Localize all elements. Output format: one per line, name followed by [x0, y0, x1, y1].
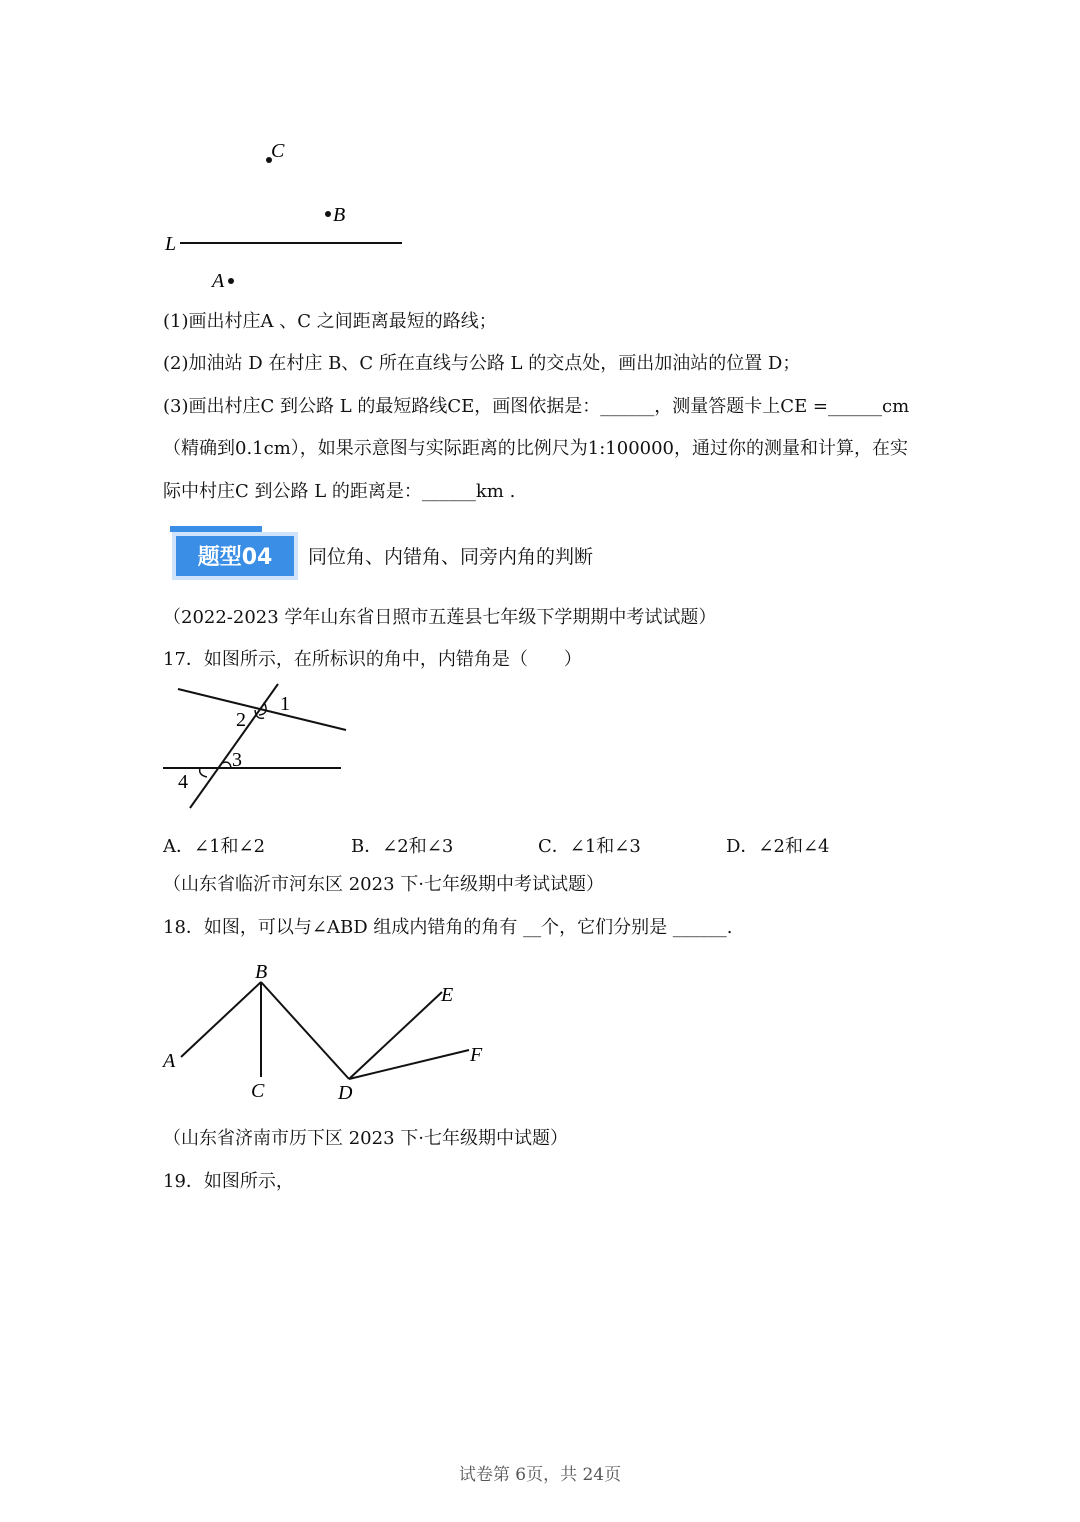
figure-q17-angles	[160, 680, 360, 815]
angle-label-2: 2	[236, 709, 246, 731]
q17-choice-a[interactable]: A．∠1和∠2	[163, 836, 266, 857]
q16-part1: (1)画出村庄A 、C 之间距离最短的路线；	[163, 311, 497, 332]
banner-tag: 题型04	[197, 545, 273, 570]
q17-choice-b[interactable]: B．∠2和∠3	[351, 836, 454, 857]
angle-arc-4	[200, 768, 207, 777]
point-b	[325, 211, 331, 217]
label-q18-e: E	[441, 984, 454, 1006]
banner-badge	[170, 524, 300, 582]
q17-source: （2022-2023 学年山东省日照市五莲县七年级下学期期中考试试题）	[163, 607, 717, 628]
label-b: B	[333, 204, 346, 226]
q19-stem: 19．如图所示，	[163, 1171, 294, 1192]
q18-source: （山东省临沂市河东区 2023 下·七年级期中考试试题）	[163, 874, 604, 895]
label-q18-f: F	[470, 1044, 483, 1066]
segment-bd	[261, 982, 349, 1079]
q17-stem: 17．如图所示，在所标识的角中，内错角是（ ）	[163, 649, 582, 670]
page-footer: 试卷第 6页，共 24页	[458, 1465, 622, 1485]
point-a	[228, 278, 234, 284]
label-q18-b: B	[255, 961, 268, 983]
angle-label-1: 1	[280, 693, 290, 715]
label-a: A	[212, 270, 225, 292]
label-l: L	[165, 233, 177, 255]
q17-choice-d[interactable]: D．∠2和∠4	[726, 836, 830, 857]
segment-df	[349, 1050, 469, 1079]
q17-choice-c[interactable]: C．∠1和∠3	[538, 836, 641, 857]
label-q18-d: D	[338, 1082, 353, 1104]
label-c: C	[271, 140, 285, 162]
q16-part4: （精确到0.1cm），如果示意图与实际距离的比例尺为1:100000，通过你的测量和计算，在实	[163, 438, 909, 459]
q16-part2: (2)加油站 D 在村庄 B、C 所在直线与公路 L 的交点处，画出加油站的位置 D；	[163, 353, 801, 374]
angle-label-3: 3	[232, 749, 242, 771]
q16-part3: (3)画出村庄C 到公路 L 的最短路线CE，画图依据是：______，测量答题卡上CE =______cm	[163, 396, 910, 417]
section-banner	[170, 524, 300, 582]
label-q18-c: C	[251, 1080, 265, 1102]
label-q18-a: A	[163, 1050, 176, 1072]
figure-q18-lines	[155, 955, 505, 1110]
segment-de	[349, 992, 442, 1079]
q16-part5: 际中村庄C 到公路 L 的距离是：______km .	[163, 481, 516, 502]
q18-stem: 18．如图，可以与∠ABD 组成内错角的角有 __个，它们分别是 ______.	[163, 917, 733, 938]
segment-ba	[181, 982, 261, 1057]
banner-title: 同位角、内错角、同旁内角的判断	[308, 546, 594, 568]
q19-source: （山东省济南市历下区 2023 下·七年级期中试题）	[163, 1128, 568, 1149]
upper-line	[178, 689, 346, 730]
figure-village-road	[150, 130, 430, 300]
angle-label-4: 4	[178, 771, 188, 793]
